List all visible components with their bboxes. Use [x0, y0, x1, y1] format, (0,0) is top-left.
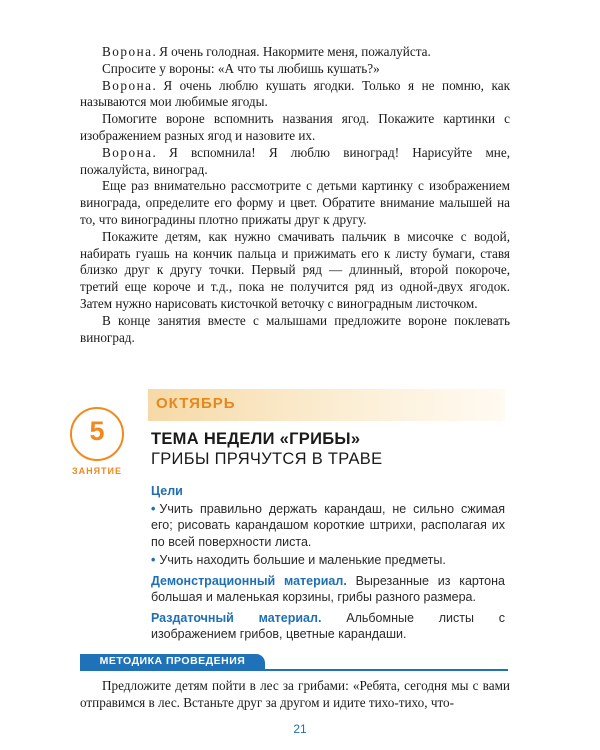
demo-material: Демонстрационный материал. Вырезанные из картона большая и маленькая корзины, грибы разного размера. — [151, 573, 505, 604]
paragraph: Предложите детям пойти в лес за грибами: «Ребята, сегодня мы с вами отправимся в лес. Встаньте друг за другом и идите тихо-тихо, что- — [80, 678, 510, 710]
month-banner — [148, 389, 505, 421]
paragraph: Покажите детям, как нужно смачивать пальчик в мисочке с водой, набирать гуашь на кончик пальца и прижимать его к листу бумаги, ставя близко друг к другу точки. Первый ряд — длинный, второй покороче, третий еще короче и т.д., пока не получится ряд из одной-двух ягодок. Затем нужно нарисовать кисточкой веточку с виноградным листочком. — [80, 228, 510, 311]
goal-item: • Учить правильно держать карандаш, не сильно сжимая его; рисовать карандашом короткие штрихи, располагая их по всей поверхности листа. — [151, 501, 505, 549]
speaker-label: Ворона — [102, 44, 153, 59]
paragraph: Ворона. Я очень люблю кушать ягодки. Только я не помню, как называются мои любимые ягоды. — [80, 77, 510, 110]
paragraph: Еще раз внимательно рассмотрите с детьми картинку с изображением винограда, определите его форму и цвет. Обратите внимание малышей на то, что виноградины плотно прижаты друг к другу. — [80, 178, 510, 227]
lesson-number-badge — [70, 407, 124, 461]
speaker-label: Ворона — [102, 77, 153, 93]
goals-section — [151, 483, 505, 647]
method-text — [80, 677, 510, 711]
paragraph: Спросите у вороны: «А что ты любишь кушать?» — [102, 60, 380, 76]
paragraph: Ворона. Я вспомнила! Я люблю виноград! Нарисуйте мне, пожалуйста, виноград. — [80, 144, 510, 177]
method-label: МЕТОДИКА ПРОВЕДЕНИЯ — [99, 655, 246, 667]
handout-material: Раздаточный материал. Альбомные листы с изображением грибов, цветные карандаши. — [151, 610, 506, 641]
divider — [80, 669, 508, 671]
theme-title: ТЕМА НЕДЕЛИ «ГРИБЫ» — [151, 430, 361, 448]
lesson-label: ЗАНЯТИЕ — [71, 466, 123, 476]
bullet-icon: • — [151, 553, 156, 567]
handout-material-label: Раздаточный материал. — [151, 610, 322, 625]
month-title: ОКТЯБРЬ — [156, 395, 236, 412]
speaker-label: Ворона — [102, 144, 153, 160]
bullet-icon: • — [151, 501, 156, 516]
lesson-number: 5 — [89, 416, 105, 446]
story-text — [80, 44, 510, 346]
paragraph: В конце занятия вместе с малышами предложите вороне поклевать виноград. — [80, 312, 510, 345]
goal-item: • Учить находить большие и маленькие предметы. — [151, 553, 446, 567]
theme-subtitle: ГРИБЫ ПРЯЧУТСЯ В ТРАВЕ — [151, 450, 383, 468]
paragraph: Помогите вороне вспомнить названия ягод. Покажите картинки с изображением разных ягод и назовите их. — [80, 111, 510, 143]
page-number: 21 — [293, 722, 307, 736]
demo-material-label: Демонстрационный материал. — [151, 573, 347, 588]
paragraph: Ворона. Я очень голодная. Накормите меня, пожалуйста. — [102, 44, 431, 59]
method-tab — [80, 654, 265, 670]
goals-heading: Цели — [151, 484, 183, 498]
